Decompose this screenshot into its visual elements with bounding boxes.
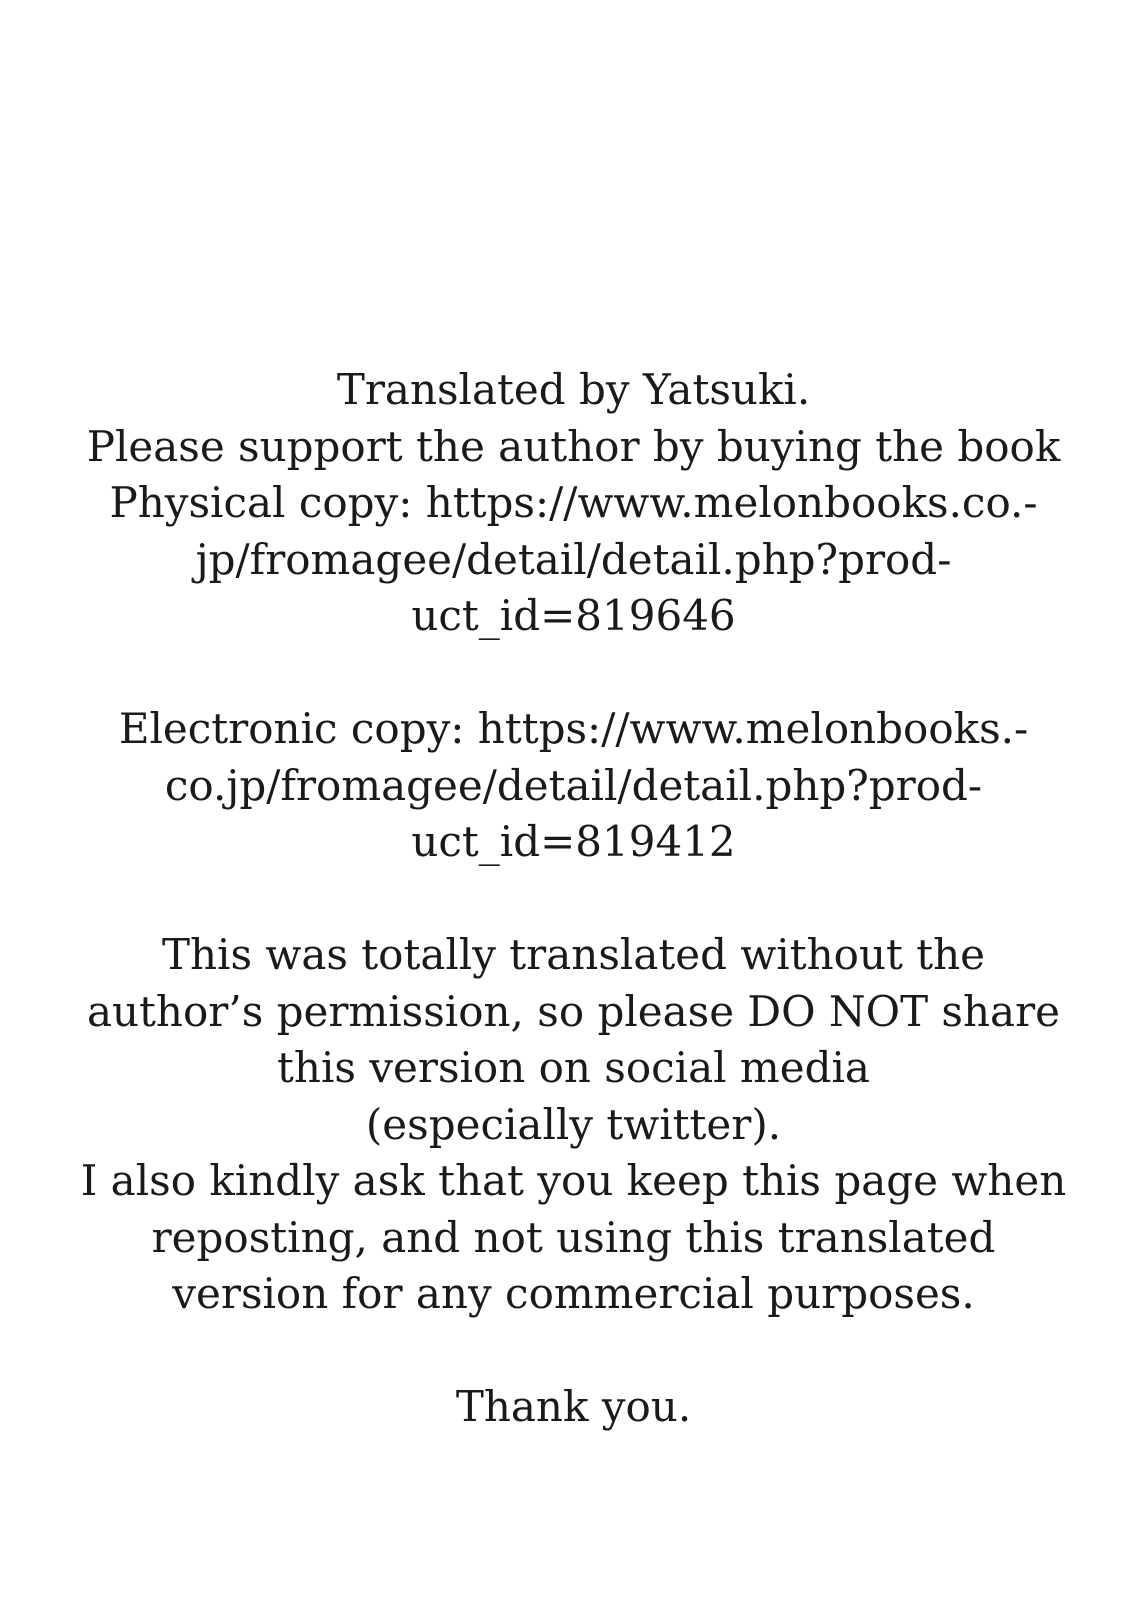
warning-line: this version on social media	[277, 1043, 870, 1092]
warning-line: I also kindly ask that you keep this page when	[80, 1156, 1067, 1205]
paragraph-spacer	[0, 871, 1147, 928]
support-line: Please support the author by buying the book	[86, 421, 1061, 471]
credit-line: Translated by Yatsuki.	[336, 365, 811, 414]
electronic-copy-line: co.jp/fromagee/detail/detail.php?prod-	[164, 760, 983, 810]
physical-copy-line: uct_id=819646	[411, 591, 736, 640]
warning-line: This was totally translated without the	[161, 930, 986, 979]
warning-line: reposting, and not using this translated	[151, 1212, 996, 1262]
notice-text-block	[0, 362, 1147, 1436]
warning-line: (especially twitter).	[365, 1099, 782, 1149]
electronic-copy-line: Electronic copy: https://www.melonbooks.-	[118, 704, 1029, 753]
electronic-copy-line: uct_id=819412	[411, 817, 736, 866]
physical-copy-line: Physical copy: https://www.melonbooks.co.-	[109, 478, 1038, 527]
paragraph-spacer	[0, 1323, 1147, 1380]
physical-copy-line: jp/fromagee/detail/detail.php?prod-	[195, 534, 952, 584]
warning-line: author’s permission, so please DO NOT share	[86, 986, 1061, 1036]
warning-line: version for any commercial purposes.	[172, 1269, 975, 1318]
thanks-line: Thank you.	[455, 1382, 692, 1431]
paragraph-spacer	[0, 645, 1147, 702]
